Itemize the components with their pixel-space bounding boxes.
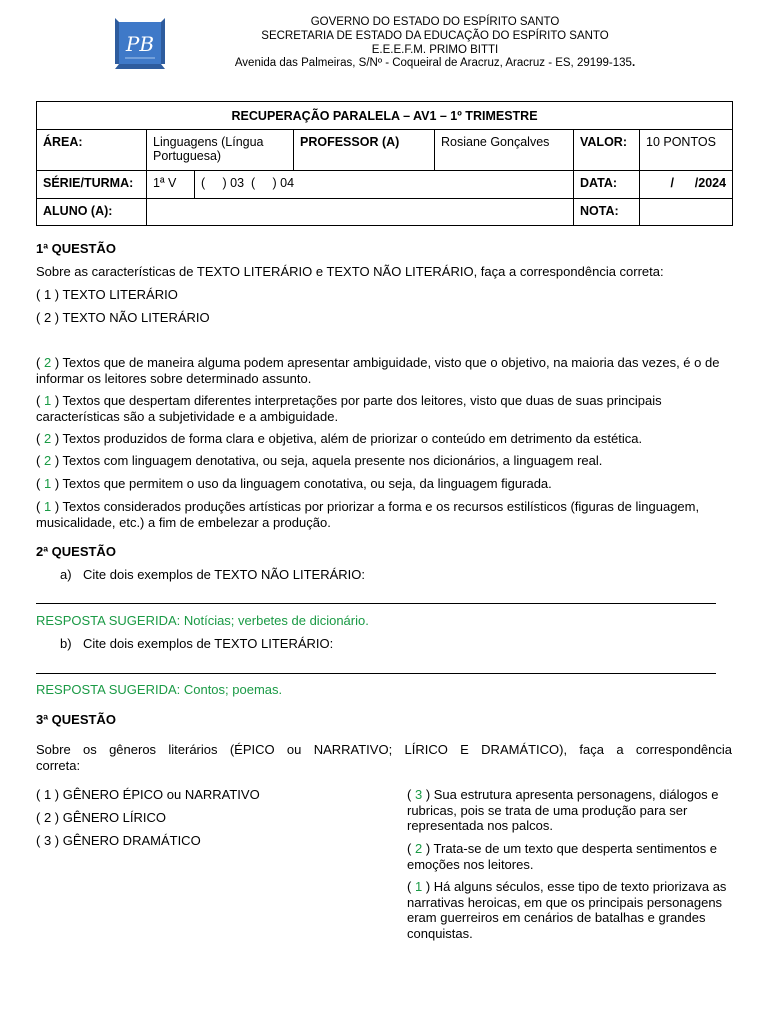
q3-option-3: ( 3 ) GÊNERO DRAMÁTICO: [36, 833, 201, 848]
q3-item-text: Trata-se de um texto que desperta sentimentos e emoções nos leitores.: [407, 841, 718, 872]
q1-answer: 1: [40, 476, 55, 491]
data-label: DATA:: [574, 171, 640, 199]
q1-answer: 2: [40, 431, 55, 446]
data-value[interactable]: [640, 171, 733, 199]
q1-item-text: Textos que de maneira alguma podem apresentar ambiguidade, visto que o objetivo, na maioria das vezes, é o de informar os leitores sobre determinado assunto.: [36, 355, 720, 386]
q1-answer: 2: [40, 453, 55, 468]
q1-item-text: Textos que despertam diferentes interpretações por parte dos leitores, visto que duas de suas principais características são a subjetividade e a ambiguidade.: [36, 393, 662, 424]
aluno-label: ALUNO (A):: [37, 199, 147, 226]
q1-answer: 1: [40, 393, 55, 408]
q1-item: ( 1 ) Textos que despertam diferentes interpretações por parte dos leitores, visto que duas de suas principais características são a subjetividade e a ambiguidade.: [36, 393, 662, 424]
q1-item-text: Textos produzidos de forma clara e objetiva, além de priorizar o conteúdo em detrimento da estética.: [62, 431, 643, 446]
valor-label: VALOR:: [574, 130, 640, 171]
q2-heading: 2ª QUESTÃO: [36, 544, 116, 559]
q1-item: ( 2 ) Textos que de maneira alguma podem apresentar ambiguidade, visto que o objetivo, na maioria das vezes, é o de informar os leitores sobre determinado assunto.: [36, 355, 720, 386]
area-label: ÁREA:: [37, 130, 147, 171]
q1-answer: 2: [40, 355, 55, 370]
q3-item: ( 1 ) Há alguns séculos, esse tipo de texto priorizava as narrativas heroicas, em que os principais personagens eram guerreiros em cenários de batalhas e grandes conquistas.: [407, 879, 727, 941]
q2b-question: [36, 636, 732, 652]
q3-heading: 3ª QUESTÃO: [36, 712, 116, 727]
q3-prompt-line1: Sobre os gêneros literários (ÉPICO ou NARRATIVO; LÍRICO E DRAMÁTICO), faça a correspondência: [36, 742, 732, 757]
nota-field[interactable]: [640, 199, 733, 226]
q2b-suggested-answer: RESPOSTA SUGERIDA: Contos; poemas.: [36, 682, 283, 697]
header-address: [190, 57, 680, 70]
q1-item: ( 2 ) Textos produzidos de forma clara e objetiva, além de priorizar o conteúdo em detrimento da estética.: [36, 431, 643, 446]
q2a-text: Cite dois exemplos de TEXTO NÃO LITERÁRIO:: [83, 567, 366, 582]
q1-option-2: ( 2 ) TEXTO NÃO LITERÁRIO: [36, 310, 210, 325]
serie-value: 1ª V: [147, 171, 195, 198]
q1-prompt: Sobre as características de TEXTO LITERÁRIO e TEXTO NÃO LITERÁRIO, faça a correspondência correta:: [36, 264, 664, 279]
q1-option-1: ( 1 ) TEXTO LITERÁRIO: [36, 287, 178, 302]
q2a-answer-line[interactable]: [36, 603, 716, 604]
q3-item: ( 3 ) Sua estrutura apresenta personagens, diálogos e rubricas, pois se trata de uma produção para ser representada nos palcos.: [407, 787, 719, 833]
school-logo: [115, 18, 165, 69]
q1-item: ( 1 ) Textos que permitem o uso da linguagem conotativa, ou seja, da linguagem figurada.: [36, 476, 552, 491]
header-secretariat: SECRETARIA DE ESTADO DA EDUCAÇÃO DO ESPÍRITO SANTO: [261, 30, 609, 42]
professor-value: Rosiane Gonçalves: [435, 130, 574, 171]
q2b-label: b): [60, 636, 72, 651]
svg-text:PB: PB: [125, 32, 155, 56]
aluno-field[interactable]: [147, 199, 574, 226]
q1-answer: 1: [40, 499, 55, 514]
turma-checkboxes[interactable]: ( ) 03 ( ) 04: [201, 176, 295, 190]
header-address-end: .: [631, 57, 636, 69]
nota-label: NOTA:: [574, 199, 640, 226]
q2b-answer-line[interactable]: [36, 673, 716, 674]
q1-item: ( 2 ) Textos com linguagem denotativa, ou seja, aquela presente nos dicionários, a linguagem real.: [36, 453, 603, 468]
q2b-text: Cite dois exemplos de TEXTO LITERÁRIO:: [83, 636, 334, 651]
header-address-text: Avenida das Palmeiras, S/Nº - Coqueiral de Aracruz, Aracruz - ES, 29199-135: [234, 57, 632, 69]
professor-label: PROFESSOR (A): [294, 130, 435, 171]
q3-option-1: ( 1 ) GÊNERO ÉPICO ou NARRATIVO: [36, 787, 260, 802]
q3-answer: 2: [411, 841, 426, 856]
exam-info-table: [36, 101, 733, 226]
header-school: E.E.E.F.M. PRIMO BITTI: [371, 44, 499, 56]
area-value: Linguagens (Língua Portuguesa): [147, 130, 294, 171]
q3-option-2: ( 2 ) GÊNERO LÍRICO: [36, 810, 167, 825]
q3-answer: 3: [411, 787, 426, 802]
q1-item-text: Textos com linguagem denotativa, ou seja, aquela presente nos dicionários, a linguagem real.: [62, 453, 603, 468]
valor-value: 10 PONTOS: [640, 130, 733, 171]
serie-label: SÉRIE/TURMA:: [37, 171, 147, 199]
q1-heading: 1ª QUESTÃO: [36, 241, 116, 256]
q1-item-text: Textos considerados produções artísticas por priorizar a forma e os recursos estilísticos (figuras de linguagem, musicalidade, etc.) a fim de embelezar a produção.: [36, 499, 700, 530]
q2a-label: a): [60, 567, 72, 582]
serie-turma-cell: [147, 171, 574, 199]
header-state: GOVERNO DO ESTADO DO ESPÍRITO SANTO: [310, 16, 560, 28]
q3-item: ( 2 ) Trata-se de um texto que desperta sentimentos e emoções nos leitores.: [407, 841, 718, 872]
q3-answer: 1: [411, 879, 426, 894]
q1-item: ( 1 ) Textos considerados produções artísticas por priorizar a forma e os recursos estilísticos (figuras de linguagem, musicalidade, etc.) a fim de embelezar a produção.: [36, 499, 700, 530]
q3-prompt-line2: correta:: [36, 758, 81, 773]
q3-item-text: Sua estrutura apresenta personagens, diálogos e rubricas, pois se trata de uma produção para ser representada nos palcos.: [407, 787, 719, 833]
q3-item-text: Há alguns séculos, esse tipo de texto priorizava as narrativas heroicas, em que os principais personagens eram guerreiros em cenários de batalhas e grandes conquistas.: [407, 879, 727, 941]
exam-title: RECUPERAÇÃO PARALELA – AV1 – 1º TRIMESTRE: [37, 102, 733, 130]
q2a-question: [36, 567, 732, 583]
q1-item-text: Textos que permitem o uso da linguagem conotativa, ou seja, da linguagem figurada.: [62, 476, 552, 491]
q2a-suggested-answer: RESPOSTA SUGERIDA: Notícias; verbetes de dicionário.: [36, 613, 369, 628]
data-value-text: / /2024: [670, 176, 727, 190]
